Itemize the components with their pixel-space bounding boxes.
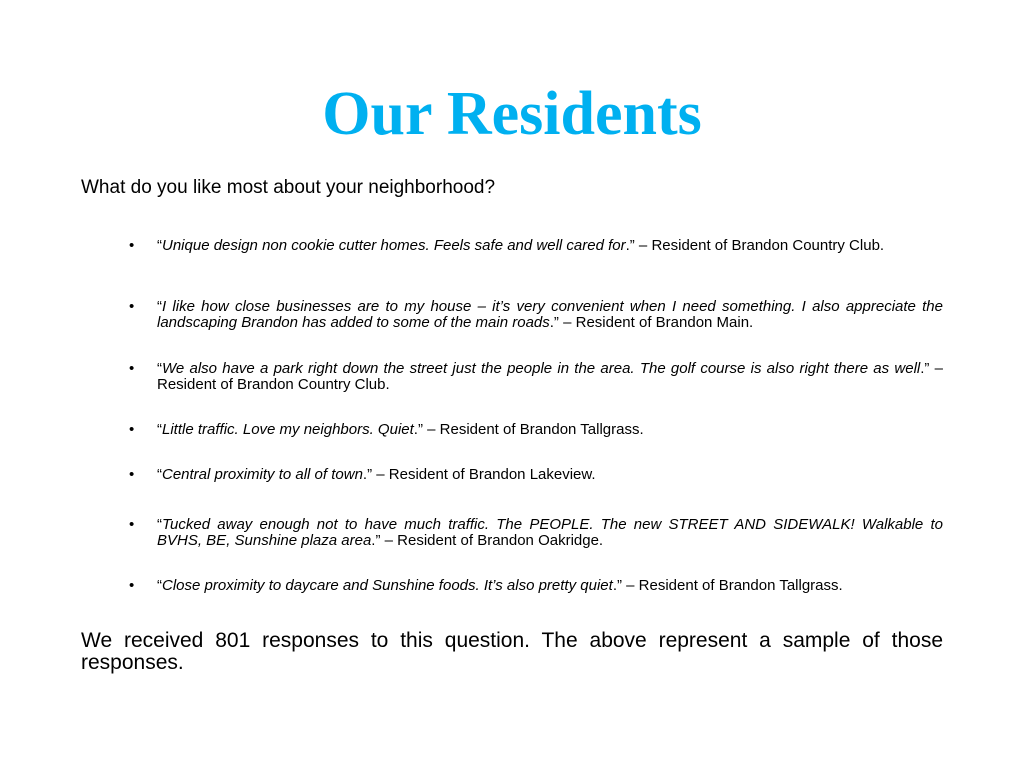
open-quote: “ (157, 237, 162, 254)
close-quote: .” (625, 237, 635, 254)
open-quote: “ (157, 298, 162, 315)
quote-text: Unique design non cookie cutter homes. Feels safe and well cared for (162, 237, 626, 254)
close-quote: .” (920, 360, 930, 377)
close-quote: .” (362, 466, 373, 483)
close-quote: .” (413, 421, 423, 438)
quote-attribution: – Resident of Brandon Lakeview. (372, 466, 596, 483)
quote-attribution: – Resident of Brandon Oakridge. (380, 532, 604, 549)
quote-item (129, 578, 943, 594)
quote-body (157, 578, 943, 594)
open-quote: “ (157, 421, 162, 438)
quote-body (157, 238, 943, 254)
survey-question: What do you like most about your neighborhood? (81, 177, 496, 198)
quote-text: Little traffic. Love my neighbors. Quiet (162, 421, 414, 438)
quote-item (129, 517, 943, 549)
bullet-icon: • (129, 516, 135, 533)
quote-text: We also have a park right down the street just the people in the area. The golf course is also right there as well (162, 360, 921, 377)
bullet-icon: • (129, 577, 135, 594)
open-quote: “ (157, 516, 162, 533)
quote-item (129, 467, 943, 483)
slide-title: Our Residents (322, 80, 702, 148)
bullet-icon: • (129, 298, 135, 315)
quote-attribution: – Resident of Brandon Country Club. (634, 237, 885, 254)
quote-item (129, 361, 943, 393)
quote-text: I like how close businesses are to my house – it’s very convenient when I need something. I also appreciate the landscaping Brandon has added to some of the main roads (157, 298, 943, 331)
quote-text: Close proximity to daycare and Sunshine foods. It’s also pretty quiet (162, 577, 613, 594)
quote-attribution: –Resident of Brandon Country Club. (157, 360, 943, 393)
bullet-icon: • (129, 360, 135, 377)
open-quote: “ (157, 466, 162, 483)
quote-body (157, 517, 943, 549)
response-summary: We received 801 responses to this question. The above represent a sample of those responses. (81, 629, 943, 674)
quote-attribution: – Resident of Brandon Main. (558, 314, 754, 331)
bullet-icon: • (129, 466, 135, 483)
open-quote: “ (157, 577, 162, 594)
quote-item (129, 299, 943, 331)
close-quote: .” (612, 577, 622, 594)
quote-item (129, 238, 943, 254)
bullet-icon: • (129, 237, 135, 254)
quote-text: Tucked away enough not to have much traffic. The PEOPLE. The new STREET AND SIDEWALK! Walkable to BVHS, BE, Sunshine plaza area (157, 516, 943, 549)
quote-item (129, 422, 943, 438)
quote-body (157, 422, 943, 438)
quote-text: Central proximity to all of town (162, 466, 363, 483)
quote-body (157, 361, 943, 393)
close-quote: .” (371, 532, 381, 549)
close-quote: .” (549, 314, 559, 331)
quote-body (157, 467, 943, 483)
bullet-icon: • (129, 421, 135, 438)
open-quote: “ (157, 360, 162, 377)
quote-attribution: – Resident of Brandon Tallgrass. (621, 577, 843, 594)
quote-attribution: – Resident of Brandon Tallgrass. (422, 421, 644, 438)
quote-body (157, 299, 943, 331)
